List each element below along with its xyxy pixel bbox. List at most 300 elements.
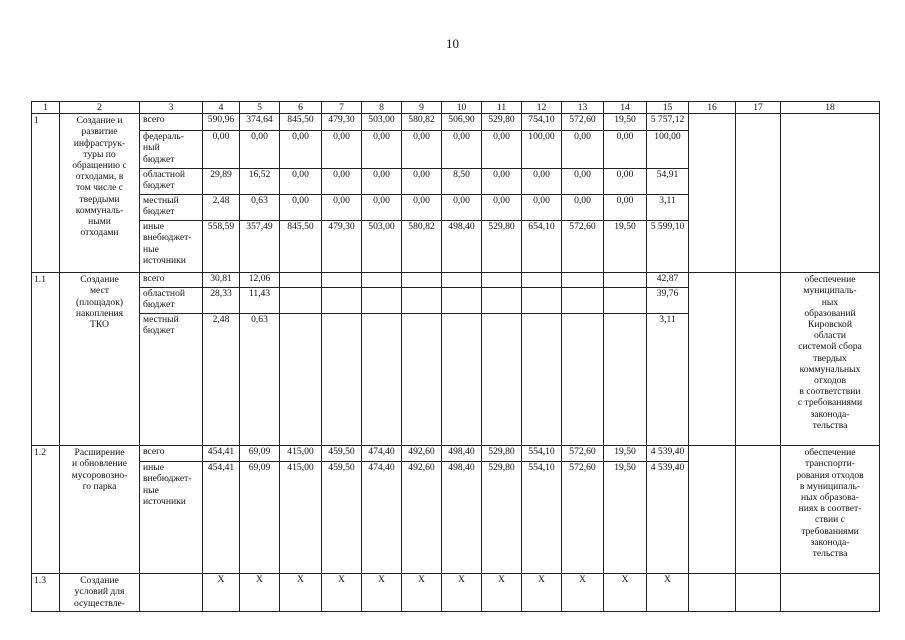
activity-name-line: Создание <box>80 575 119 587</box>
value-cell-col-6 <box>280 114 322 273</box>
expected-result-line: ствии с <box>815 514 845 526</box>
amount: 845,50 <box>287 221 314 233</box>
amount: 474,40 <box>362 446 401 462</box>
expected-result-line: ных образова- <box>801 492 859 504</box>
funding-source-line: источники <box>143 254 186 266</box>
amount: 42,87 <box>647 273 688 288</box>
amount: 0,00 <box>280 169 321 195</box>
budget-table <box>31 101 880 612</box>
amount: 554,10 <box>522 446 561 462</box>
expected-result-line: обеспечение <box>804 274 856 286</box>
funding-source <box>140 114 202 131</box>
amount: 2,48 <box>212 314 230 326</box>
row-code: 1 <box>32 114 60 273</box>
value-cell-col-7 <box>322 114 362 273</box>
amount: 415,00 <box>280 446 321 462</box>
value-cell-col-11 <box>482 446 522 574</box>
funding-source-line: всего <box>143 114 165 126</box>
amount: X <box>538 574 545 586</box>
value-cell-col-5 <box>240 574 280 612</box>
activity-name <box>60 273 140 446</box>
column-header-13: 13 <box>562 102 604 114</box>
amount: X <box>378 574 385 586</box>
amount: X <box>621 574 629 586</box>
funding-source-line: областной <box>143 288 186 300</box>
value-cell-col-10 <box>442 114 482 273</box>
activity-name-line: отходами <box>80 227 119 239</box>
activity-name <box>60 574 140 612</box>
row-code: 1.1 <box>32 273 60 446</box>
activity-name <box>60 114 140 273</box>
funding-source-line: ные <box>143 243 159 255</box>
expected-result-line: муниципаль- <box>803 285 857 297</box>
activity-name-line: накопления <box>75 307 124 319</box>
amount <box>482 273 521 288</box>
amount <box>442 273 481 288</box>
amount: 16,52 <box>240 169 279 195</box>
expected-result <box>781 446 880 574</box>
amount <box>322 288 361 314</box>
amount: 0,00 <box>402 195 441 221</box>
amount <box>522 273 561 288</box>
amount <box>562 314 603 445</box>
amount: 529,80 <box>482 114 521 131</box>
expected-result-line: обеспечение <box>804 447 856 459</box>
value-cell-col-7 <box>322 574 362 612</box>
column-header-11: 11 <box>482 102 522 114</box>
amount: 0,00 <box>482 131 521 169</box>
amount: 5 757,12 <box>647 114 688 131</box>
amount: 474,40 <box>368 462 395 474</box>
amount: 503,00 <box>362 114 401 131</box>
expected-result-line: области <box>813 330 847 342</box>
amount <box>442 314 481 445</box>
table-row <box>32 574 880 612</box>
amount: 503,00 <box>368 221 395 233</box>
activity-name-line: мест <box>89 285 110 297</box>
amount: 554,10 <box>528 462 555 474</box>
amount: 0,63 <box>240 195 279 221</box>
amount: 498,40 <box>442 446 481 462</box>
value-cell-col-9 <box>402 273 442 446</box>
value-cell-col-9 <box>402 574 442 612</box>
column-header-8: 8 <box>362 102 402 114</box>
amount: 0,00 <box>240 131 279 169</box>
activity-name-line: Создание <box>80 274 119 286</box>
expected-result-line: законода- <box>810 408 850 420</box>
amount: 572,60 <box>562 114 603 131</box>
amount: X <box>579 574 586 586</box>
activity-name-line: Создание и <box>76 115 123 127</box>
activity-name-line: твердыми <box>79 193 120 205</box>
amount: X <box>498 574 505 586</box>
amount <box>402 288 441 314</box>
expected-result-line: системой сбора <box>798 341 862 353</box>
value-cell-col-7 <box>322 446 362 574</box>
value-cell-col-6 <box>280 446 322 574</box>
amount: 374,64 <box>240 114 279 131</box>
amount: 3,11 <box>659 314 676 326</box>
amount <box>442 288 481 314</box>
value-cell-col-7 <box>322 273 362 446</box>
amount: 498,40 <box>448 221 475 233</box>
amount: 69,09 <box>248 462 271 474</box>
amount: 0,00 <box>482 169 521 195</box>
funding-source <box>140 169 202 195</box>
column-header-18: 18 <box>781 102 880 114</box>
funding-source <box>140 288 202 314</box>
amount: 459,50 <box>322 446 361 462</box>
amount: 492,60 <box>402 446 441 462</box>
value-cell-col-14 <box>604 574 647 612</box>
column-header-10: 10 <box>442 102 482 114</box>
amount: X <box>418 574 425 586</box>
value-cell-col-13 <box>562 114 604 273</box>
expected-result-line: в соответствии <box>799 386 861 398</box>
amount <box>322 314 361 445</box>
funding-source-line: ный <box>143 142 160 154</box>
funding-source-line: бюджет <box>143 299 175 311</box>
amount: 0,00 <box>604 195 646 221</box>
amount <box>280 288 321 314</box>
value-cell-col-14 <box>604 114 647 273</box>
value-cell-col-5 <box>240 273 280 446</box>
amount: 558,59 <box>207 221 235 233</box>
expected-result-line: коммунальных <box>799 363 861 375</box>
table-row <box>32 273 880 446</box>
amount: 0,00 <box>482 195 521 221</box>
amount: 19,50 <box>614 462 636 474</box>
amount: 0,00 <box>442 131 481 169</box>
value-cell-col-8 <box>362 114 402 273</box>
funding-source-line: федераль- <box>143 131 184 143</box>
amount: X <box>338 574 345 586</box>
funding-source-line: всего <box>143 273 165 285</box>
activity-name-line: Расширение <box>74 447 125 459</box>
activity-name-line: туры по <box>83 148 116 160</box>
funding-source <box>140 273 202 288</box>
amount: 11,43 <box>240 288 279 314</box>
amount: X <box>256 574 263 586</box>
column-header-15: 15 <box>647 102 689 114</box>
activity-name-line: и обновление <box>71 458 128 470</box>
value-cell-col-4 <box>203 574 240 612</box>
expected-result-line: тельства <box>812 419 848 431</box>
column-header-3: 3 <box>140 102 203 114</box>
value-cell-col-8 <box>362 574 402 612</box>
funding-source-cell <box>140 273 203 446</box>
expected-result-line: Кировской <box>808 319 852 331</box>
empty-cell-col-17 <box>736 574 781 612</box>
amount: 0,00 <box>442 195 481 221</box>
funding-source-cell <box>140 114 203 273</box>
value-cell-col-11 <box>482 273 522 446</box>
amount: 39,76 <box>647 288 688 314</box>
amount <box>280 273 321 288</box>
column-header-9: 9 <box>402 102 442 114</box>
amount: 529,80 <box>488 462 515 474</box>
amount: 492,60 <box>408 462 435 474</box>
value-cell-col-10 <box>442 273 482 446</box>
amount: 19,50 <box>614 221 636 233</box>
amount: 100,00 <box>647 131 688 169</box>
amount: 845,50 <box>280 114 321 131</box>
funding-source-line: всего <box>143 446 165 458</box>
activity-name <box>60 446 140 574</box>
expected-result <box>781 114 880 273</box>
value-cell-col-15 <box>647 574 689 612</box>
column-header-1: 1 <box>32 102 60 114</box>
amount: 5 599,10 <box>650 221 685 233</box>
funding-source-line: местный <box>143 195 179 207</box>
value-cell-col-5 <box>240 446 280 574</box>
amount <box>362 314 401 445</box>
value-cell-col-12 <box>522 273 562 446</box>
value-cell-col-12 <box>522 574 562 612</box>
expected-result-line: ниях в соответ- <box>798 503 862 515</box>
amount: 529,80 <box>488 221 515 233</box>
amount: 754,10 <box>522 114 561 131</box>
expected-result-line: тельства <box>812 548 848 560</box>
funding-source-line: источники <box>143 495 186 507</box>
amount: 19,50 <box>604 114 646 131</box>
empty-cell-col-16 <box>689 273 736 446</box>
amount: 0,00 <box>280 131 321 169</box>
amount: 572,60 <box>562 446 603 462</box>
funding-source <box>140 462 202 573</box>
amount: 454,41 <box>203 446 239 462</box>
value-cell-col-9 <box>402 446 442 574</box>
amount: 459,50 <box>328 462 355 474</box>
amount <box>482 288 521 314</box>
table-row <box>32 114 880 273</box>
activity-name-line: ТКО <box>90 319 109 331</box>
amount: 0,00 <box>203 131 239 169</box>
expected-result-line: твердых <box>813 352 847 364</box>
expected-result-line: законода- <box>810 536 850 548</box>
funding-source-cell <box>140 574 203 612</box>
value-cell-col-5 <box>240 114 280 273</box>
amount: X <box>458 574 465 586</box>
amount: 0,00 <box>402 131 441 169</box>
empty-cell-col-16 <box>689 114 736 273</box>
amount: 498,40 <box>448 462 475 474</box>
amount: 69,09 <box>240 446 279 462</box>
value-cell-col-6 <box>280 273 322 446</box>
amount: 12,06 <box>240 273 279 288</box>
funding-source-line: внебюджет- <box>143 473 192 485</box>
expected-result-line: отходов <box>813 375 847 387</box>
value-cell-col-4 <box>203 446 240 574</box>
expected-result <box>781 273 880 446</box>
amount: 0,00 <box>402 169 441 195</box>
amount <box>402 314 441 445</box>
amount <box>604 273 646 288</box>
amount: 19,50 <box>604 446 646 462</box>
activity-name-line: условий для <box>74 586 125 598</box>
funding-source-line: бюджет <box>143 153 175 165</box>
funding-source-line: внебюджет- <box>143 232 192 244</box>
amount: 529,80 <box>482 446 521 462</box>
value-cell-col-10 <box>442 446 482 574</box>
amount: 29,89 <box>203 169 239 195</box>
amount <box>562 288 603 314</box>
funding-source <box>140 446 202 462</box>
value-cell-col-6 <box>280 574 322 612</box>
amount: 0,00 <box>322 169 361 195</box>
amount: 0,00 <box>604 169 646 195</box>
value-cell-col-4 <box>203 273 240 446</box>
activity-name-line: развитие <box>81 126 118 138</box>
value-cell-col-15 <box>647 446 689 574</box>
amount: 0,00 <box>562 131 603 169</box>
value-cell-col-11 <box>482 574 522 612</box>
column-header-14: 14 <box>604 102 647 114</box>
expected-result-line: транспорти- <box>805 458 855 470</box>
funding-source-cell <box>140 446 203 574</box>
amount <box>604 288 646 314</box>
row-code: 1.3 <box>32 574 60 612</box>
amount: 0,00 <box>522 169 561 195</box>
amount: 0,00 <box>362 195 401 221</box>
amount: 100,00 <box>522 131 561 169</box>
value-cell-col-12 <box>522 114 562 273</box>
amount: 28,33 <box>203 288 239 314</box>
expected-result <box>781 574 880 612</box>
empty-cell-col-16 <box>689 574 736 612</box>
empty-cell-col-17 <box>736 273 781 446</box>
amount: X <box>217 574 225 586</box>
amount: 0,00 <box>322 131 361 169</box>
column-header-4: 4 <box>203 102 240 114</box>
amount <box>402 273 441 288</box>
amount: X <box>297 574 304 586</box>
column-header-7: 7 <box>322 102 362 114</box>
expected-result-line: ных <box>821 296 839 308</box>
value-cell-col-14 <box>604 446 647 574</box>
amount: 3,11 <box>647 195 688 221</box>
value-cell-col-13 <box>562 574 604 612</box>
column-header-12: 12 <box>522 102 562 114</box>
amount: 506,90 <box>442 114 481 131</box>
amount: 0,00 <box>604 131 646 169</box>
amount: 0,00 <box>280 195 321 221</box>
funding-source <box>140 574 202 611</box>
value-cell-col-9 <box>402 114 442 273</box>
funding-source-line: бюджет <box>143 180 175 192</box>
amount: 572,60 <box>569 462 596 474</box>
empty-cell-col-17 <box>736 114 781 273</box>
funding-source-line: местный <box>143 314 179 326</box>
row-code: 1.2 <box>32 446 60 574</box>
value-cell-col-15 <box>647 114 689 273</box>
amount <box>482 314 521 445</box>
activity-name-line: отходами, в <box>75 171 124 183</box>
empty-cell-col-17 <box>736 446 781 574</box>
table-body <box>32 102 880 612</box>
amount: X <box>664 574 671 586</box>
amount: 54,91 <box>647 169 688 195</box>
activity-name-line: инфраструк- <box>73 137 126 149</box>
amount <box>322 273 361 288</box>
activity-name-line: ными <box>88 216 111 228</box>
amount: 654,10 <box>528 221 555 233</box>
amount: 0,00 <box>562 169 603 195</box>
funding-source <box>140 195 202 221</box>
expected-result-line: образований <box>804 307 856 319</box>
activity-name-line: го парка <box>82 480 117 492</box>
activity-name-line: том числе с <box>75 182 124 194</box>
column-header-5: 5 <box>240 102 280 114</box>
amount <box>562 273 603 288</box>
page-number: 10 <box>446 36 459 51</box>
funding-source <box>140 314 202 445</box>
value-cell-col-14 <box>604 273 647 446</box>
funding-source-line: областной <box>143 169 186 181</box>
amount: 8,50 <box>442 169 481 195</box>
amount: 572,60 <box>569 221 596 233</box>
value-cell-col-8 <box>362 446 402 574</box>
amount: 30,81 <box>203 273 239 288</box>
funding-source-line: бюджет <box>143 325 175 337</box>
amount <box>362 273 401 288</box>
amount: 454,41 <box>207 462 235 474</box>
amount: 0,63 <box>251 314 268 326</box>
value-cell-col-8 <box>362 273 402 446</box>
activity-name-line: (площадок) <box>75 296 124 308</box>
funding-source <box>140 131 202 169</box>
amount <box>604 314 646 445</box>
expected-result-line: рования отходов <box>796 469 864 481</box>
column-header-2: 2 <box>60 102 140 114</box>
amount: 415,00 <box>287 462 314 474</box>
funding-source-line: бюджет <box>143 206 175 218</box>
value-cell-col-13 <box>562 446 604 574</box>
activity-name-line: коммуналь- <box>75 204 124 216</box>
expected-result-line: требованиями <box>801 525 859 537</box>
value-cell-col-13 <box>562 273 604 446</box>
amount: 0,00 <box>362 131 401 169</box>
column-header-6: 6 <box>280 102 322 114</box>
activity-name-line: мусоровозно- <box>71 469 128 481</box>
amount: 590,96 <box>203 114 239 131</box>
value-cell-col-12 <box>522 446 562 574</box>
header-row <box>32 102 880 114</box>
activity-name-line: осуществле- <box>74 597 125 609</box>
amount: 4 539,40 <box>647 446 688 462</box>
amount: 0,00 <box>522 195 561 221</box>
amount: 479,30 <box>328 221 355 233</box>
funding-source <box>140 221 202 272</box>
funding-source-line: ные <box>143 484 159 496</box>
funding-source-line: иные <box>143 462 164 474</box>
empty-cell-col-16 <box>689 446 736 574</box>
value-cell-col-4 <box>203 114 240 273</box>
amount: 580,82 <box>402 114 441 131</box>
amount <box>522 288 561 314</box>
amount: 4 539,40 <box>650 462 685 474</box>
column-header-17: 17 <box>736 102 781 114</box>
amount: 0,00 <box>362 169 401 195</box>
expected-result-line: в муниципаль- <box>799 480 861 492</box>
amount: 580,82 <box>408 221 435 233</box>
funding-source-line: иные <box>143 221 164 233</box>
amount: 0,00 <box>562 195 603 221</box>
value-cell-col-11 <box>482 114 522 273</box>
expected-result-line: с требованиями <box>797 397 863 409</box>
amount <box>522 314 561 445</box>
value-cell-col-10 <box>442 574 482 612</box>
